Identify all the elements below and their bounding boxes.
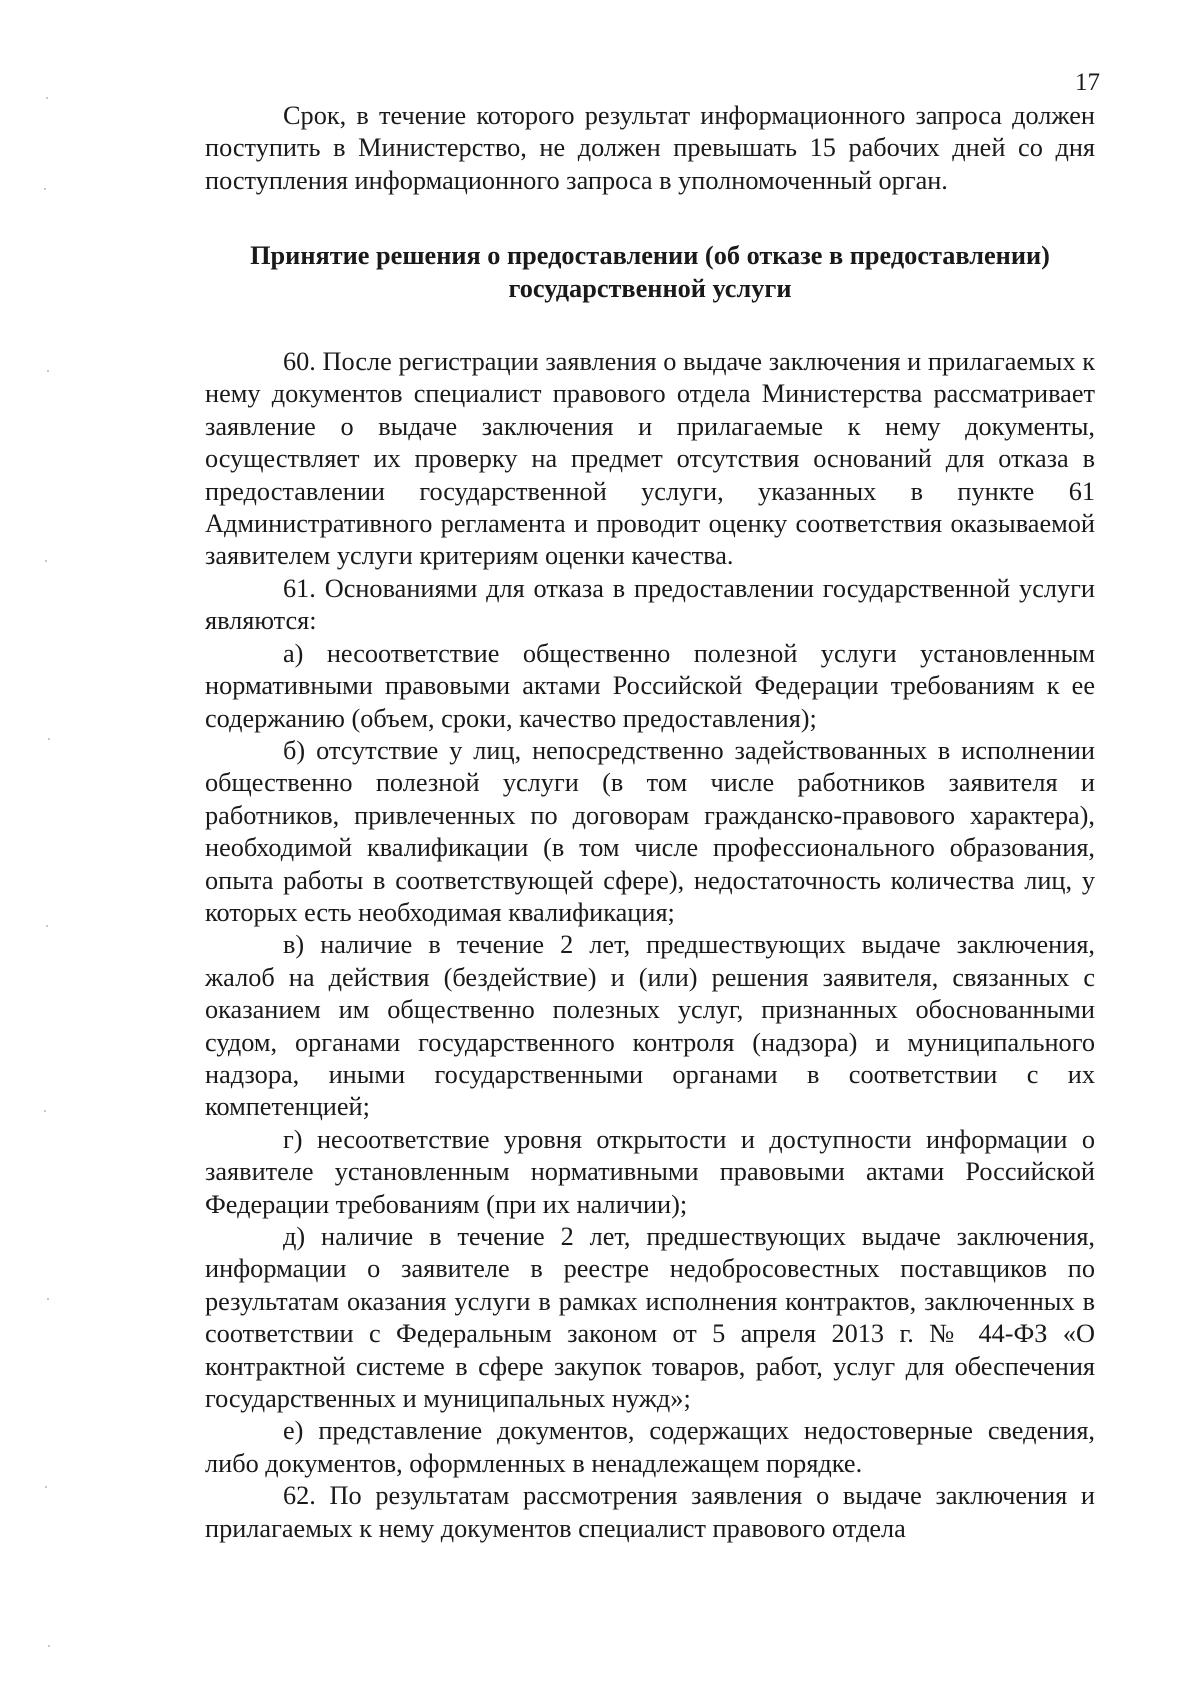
section-heading-line-2: государственной услуги	[508, 273, 792, 303]
scan-speck	[44, 188, 46, 190]
scan-speck	[47, 1298, 49, 1300]
scan-speck	[48, 1645, 50, 1647]
paragraph-60: 60. После регистрации заявления о выдаче заключения и прилагаемых к нему документов специалист правового отдела Министерства рассматривает заявление о выдаче заключения и прилагаемые к нему документы, осуществляет их проверку на предмет отсутствия оснований для отказа в предоставлении государственной услуги, указанных в пункте 61 Административного регламента и проводит оценку соответствия оказываемой заявителем услуги критериям оценки качества.	[205, 347, 1095, 571]
paragraph-61-b: б) отсутствие у лиц, непосредственно задействованных в исполнении общественно полезной услуги (в том числе работников заявителя и работников, привлеченных по договорам гражданско-правового характера), необходимой квалификации (в том числе профессионального образования, опыта работы в соответствующей сфере), недостаточность количества лиц, у которых есть необходимая квалификация;	[205, 735, 1095, 927]
scan-speck	[45, 560, 47, 562]
page-number: 17	[1075, 69, 1100, 96]
scan-speck	[45, 1486, 47, 1488]
paragraph-61: 61. Основаниями для отказа в предоставлении государственной услуги являются:	[205, 573, 1095, 636]
paragraph-62: 62. По результатам рассмотрения заявления о выдаче заключения и прилагаемых к нему документов специалист правового отдела	[205, 1481, 1095, 1543]
paragraph-61-e: е) представление документов, содержащих недостоверные сведения, либо документов, оформленных в ненадлежащем порядке.	[205, 1416, 1095, 1478]
scan-speck	[46, 925, 48, 927]
scan-speck	[44, 1110, 46, 1112]
paragraph-61-g: г) несоответствие уровня открытости и доступности информации о заявителе установленным нормативными правовыми актами Российской Федерации требованиям (при их наличии);	[205, 1124, 1095, 1219]
paragraph-deadline: Срок, в течение которого результат информационного запроса должен поступить в Министерство, не должен превышать 15 рабочих дней со дня поступления информационного запроса в уполномоченный орган.	[205, 101, 1095, 195]
document-body	[205, 100, 1095, 1545]
scan-speck	[46, 97, 48, 99]
paragraph-61-v: в) наличие в течение 2 лет, предшествующих выдаче заключения, жалоб на действия (бездействие) и (или) решения заявителя, связанных с оказанием им общественно полезных услуг, признанных обоснованными судом, органами государственного контроля (надзора) и муниципального надзора, иными государственными органами в соответствии с их компетенцией;	[205, 930, 1095, 1122]
paragraph-61-d: д) наличие в течение 2 лет, предшествующих выдаче заключения, информации о заявителе в реестре недобросовестных поставщиков по результатам оказания услуги в рамках исполнения контрактов, заключенных в соответствии с Федеральным законом от 5 апреля 2013 г. № 44-ФЗ «О контрактной системе в сфере закупок товаров, работ, услуг для обеспечения государственных и муниципальных нужд»;	[205, 1222, 1095, 1414]
scan-speck	[47, 370, 49, 372]
section-heading-line-1: Принятие решения о предоставлении (об отказе в предоставлении)	[250, 241, 1050, 271]
paragraph-61-a: а) несоответствие общественно полезной услуги установленным нормативными правовыми актами Российской Федерации требованиям к ее содержанию (объем, сроки, качество предоставления);	[205, 638, 1095, 733]
section-heading	[205, 240, 1095, 305]
scan-speck	[48, 738, 50, 740]
